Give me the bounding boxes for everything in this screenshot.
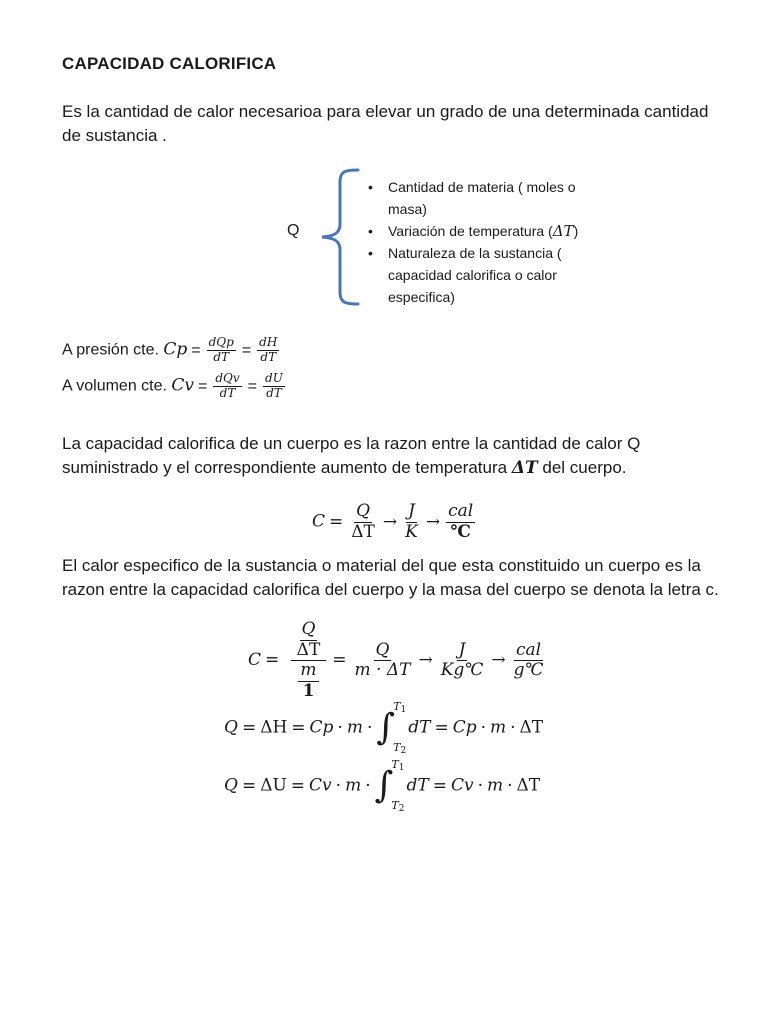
- specific-heat-equation: C = $\frac{\frac{Q}{\Delta T}}{\frac{m}{1}}$ = $\frac{Q}{m \cdot \Delta T}$ → $\frac{J}{Kg℃}$ → $\frac{\text{cal}}{g℃}$: [248, 619, 544, 701]
- enthalpy-equation: Q = ΔH = Cp · m · ∫ $T_1$ $T_2$ dT = Cp · m · ΔT: [224, 700, 544, 756]
- internal-energy-equation: Q = ΔU = Cv · m · ∫ $T_1$ $T_2$ dT = Cv · m · ΔT: [224, 758, 541, 814]
- factor-item-temperatura: • Variación de temperatura (ΔT): [366, 220, 606, 242]
- heat-capacity-equation: C = $\frac{Q}{\Delta T}$ → $\frac{J}{K}$ → $\frac{\text{cal}}{℃}$: [312, 501, 474, 542]
- cv-equation: A volumen cte. Cv = $\frac{\text{dQv}}{dT}$ = $\frac{dU}{dT}$: [62, 371, 283, 400]
- cp-equation: A presión cte. Cp = $\frac{\text{dQp}}{dT}$ = $\frac{dH}{dT}$: [62, 335, 278, 364]
- integral-sign-icon: ∫: [376, 707, 396, 748]
- factors-list: [366, 176, 606, 308]
- integral-sign-icon: ∫: [374, 765, 394, 806]
- heat-capacity-paragraph: La capacidad calorifica de un cuerpo es la razon entre la cantidad de calor Q suministrado y el correspondiente aumento de temperatura ΔT del cuerpo.: [62, 434, 641, 478]
- brace-label: Q: [287, 222, 300, 239]
- curly-brace-icon: [318, 168, 362, 306]
- factor-item-materia: • Cantidad de materia ( moles o masa): [366, 176, 606, 220]
- page-title: CAPACIDAD CALORIFICA: [62, 54, 277, 73]
- cv-label: A volumen cte.: [62, 377, 172, 395]
- specific-heat-paragraph: El calor especifico de la sustancia o material del que esta constituido un cuerpo es la razon entre la capacidad calorifica del cuerpo y la masa del cuerpo se denota la letra c.: [62, 556, 719, 599]
- factor-item-naturaleza: • Naturaleza de la sustancia ( capacidad calorifica o calor especifica): [366, 242, 606, 308]
- intro-paragraph: Es la cantidad de calor necesarioa para elevar un grado de una determinada cantidad de sustancia .: [62, 102, 709, 145]
- cp-label: A presión cte.: [62, 341, 164, 359]
